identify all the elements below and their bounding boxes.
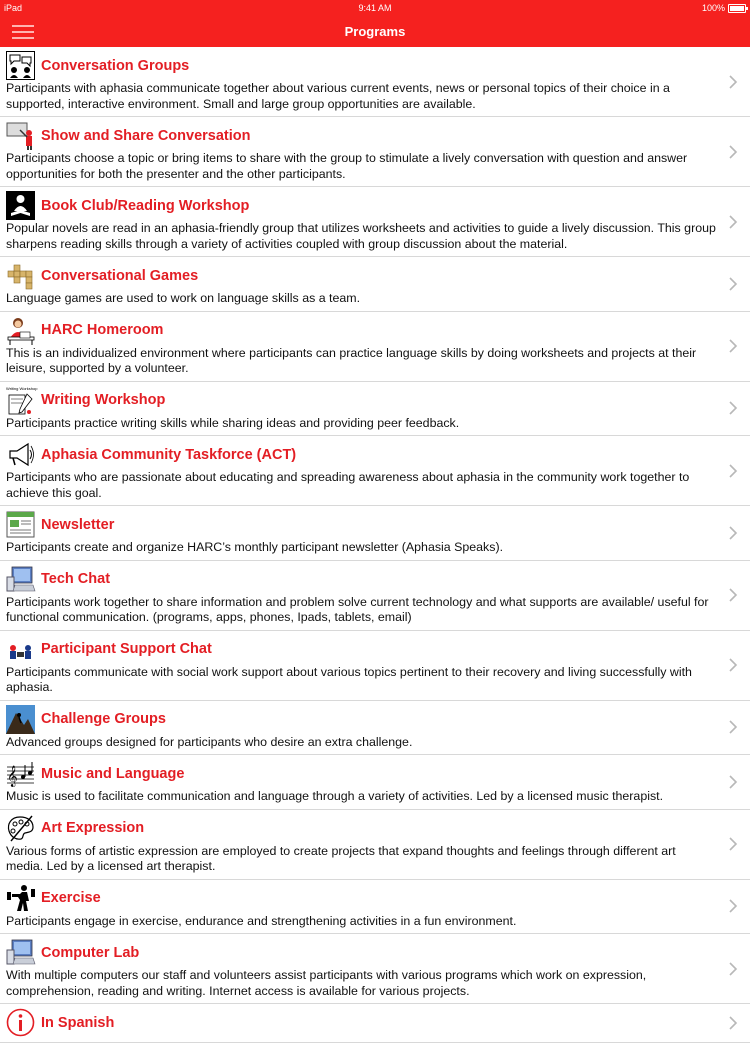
newsletter-icon <box>6 510 35 539</box>
program-description: With multiple computers our staff and volunteers assist participants with various programs which work on expression, comprehension, reading and writing. Internet access is available for various projects. <box>6 968 647 998</box>
battery-indicator <box>702 0 746 16</box>
chevron-right-icon <box>728 338 738 354</box>
program-header <box>6 261 716 290</box>
program-description: Participants who are passionate about educating and spreading awareness about aphasia in the community work together to achieve this goal. <box>6 470 690 500</box>
chevron-right-icon <box>728 898 738 914</box>
chevron-right-icon <box>728 836 738 852</box>
program-title: Music and Language <box>41 765 185 782</box>
program-header <box>6 121 716 150</box>
program-row-exercise[interactable] <box>0 880 750 935</box>
program-description: Participants with aphasia communicate together about various current events, news or personal topics of their choice in a supported, interactive environment. Small and large group opportunities are available. <box>6 81 670 111</box>
program-description: Music is used to facilitate communication and language through a variety of activities. Led by a licensed music therapist. <box>6 789 664 803</box>
program-title: Writing Workshop <box>41 392 166 408</box>
battery-percent: 100% <box>701 3 725 13</box>
program-title: Book Club/Reading Workshop <box>41 197 250 214</box>
device-label: iPad <box>4 3 23 13</box>
program-description: Participants work together to share information and problem solve current technology and what supports are available/ useful for functional communication. (programs, apps, phones, Ipads, tablets, email) <box>6 594 709 624</box>
program-description: Various forms of artistic expression are employed to create projects that expand thoughts and feelings through different art media. Led by a licensed art therapist. <box>6 843 676 873</box>
mountain-climb-icon <box>6 705 35 734</box>
program-list[interactable] <box>0 47 750 1031</box>
chevron-right-icon <box>728 774 738 790</box>
program-row-show-and-share-conversation[interactable] <box>0 117 750 187</box>
computer-icon <box>6 565 35 594</box>
program-header <box>6 191 716 220</box>
program-header <box>6 1008 716 1037</box>
program-description: Advanced groups designed for participants who desire an extra challenge. <box>6 734 413 749</box>
program-description: This is an individualized environment where participants can practice language skills by doing worksheets and projects at their leisure, supported by a volunteer. <box>6 345 697 375</box>
conversation-icon <box>6 51 35 80</box>
chevron-right-icon <box>728 463 738 479</box>
reading-icon <box>6 191 35 220</box>
info-icon <box>6 1008 35 1037</box>
program-title: Computer Lab <box>41 944 140 961</box>
program-description: Participants practice writing skills while sharing ideas and providing peer feedback. <box>6 415 460 430</box>
program-header <box>6 884 716 913</box>
program-row-conversational-games[interactable] <box>0 257 750 312</box>
chevron-right-icon <box>728 144 738 160</box>
page-title: Programs <box>344 24 406 39</box>
program-title: Tech Chat <box>41 571 111 587</box>
status-bar <box>0 0 750 16</box>
program-description: Participants engage in exercise, endurance and strengthening activities in a fun environment. <box>6 913 517 928</box>
program-row-tech-chat[interactable] <box>0 561 750 631</box>
exercise-icon <box>6 884 35 913</box>
program-header <box>6 814 716 843</box>
nav-bar <box>0 16 750 47</box>
chevron-right-icon <box>728 276 738 292</box>
student-desk-icon <box>6 316 35 345</box>
program-title: Challenge Groups <box>41 711 166 727</box>
program-header <box>6 705 716 734</box>
program-row-challenge-groups[interactable] <box>0 701 750 756</box>
chevron-right-icon <box>728 1015 738 1031</box>
program-description: Language games are used to work on language skills as a team. <box>6 291 361 305</box>
program-title: Aphasia Community Taskforce (ACT) <box>41 446 297 463</box>
program-row-in-spanish[interactable] <box>0 1004 750 1043</box>
program-title: HARC Homeroom <box>41 322 164 338</box>
program-header <box>6 759 716 788</box>
program-row-computer-lab[interactable] <box>0 934 750 1004</box>
art-palette-icon <box>6 814 35 843</box>
program-title: Conversation Groups <box>41 57 190 74</box>
chevron-right-icon <box>728 719 738 735</box>
svg-text:𝄞: 𝄞 <box>7 766 18 787</box>
program-description: Popular novels are read in an aphasia-friendly group that utilizes worksheets and activities to guide a lively discussion. This group sharpens reading skills through a variety of activities coupled with group discussion about the material. <box>6 221 716 251</box>
program-row-harc-homeroom[interactable] <box>0 312 750 382</box>
word-game-icon <box>6 261 35 290</box>
status-time: 9:41 AM <box>358 3 392 13</box>
music-icon <box>6 759 35 788</box>
chevron-right-icon <box>728 587 738 603</box>
program-title: Participant Support Chat <box>41 641 212 657</box>
program-header <box>6 386 716 415</box>
presentation-icon <box>6 121 35 150</box>
program-row-participant-support-chat[interactable] <box>0 631 750 701</box>
chevron-right-icon <box>728 400 738 416</box>
program-title: Exercise <box>41 890 101 906</box>
writing-icon <box>6 385 38 415</box>
program-row-newsletter[interactable] <box>0 506 750 561</box>
program-row-art-expression[interactable] <box>0 810 750 880</box>
program-row-music-and-language[interactable] <box>0 755 750 810</box>
program-header <box>6 510 716 539</box>
chevron-right-icon <box>728 74 738 90</box>
program-title: In Spanish <box>41 1014 115 1031</box>
megaphone-icon <box>6 440 35 469</box>
program-header <box>6 316 716 345</box>
program-row-writing-workshop[interactable] <box>0 382 750 437</box>
program-header <box>6 565 716 594</box>
computer-icon <box>6 938 35 967</box>
program-title: Show and Share Conversation <box>41 127 251 144</box>
program-description: Participants create and organize HARC’s monthly participant newsletter (Aphasia Speaks). <box>6 540 504 554</box>
writing-icon-label: Writing Workshop <box>6 385 38 391</box>
program-header <box>6 635 716 664</box>
program-description: Participants communicate with social work support about various topics pertinent to their recovery and living successfully with aphasia. <box>6 664 692 694</box>
battery-icon <box>728 4 746 13</box>
chevron-right-icon <box>728 214 738 230</box>
program-header <box>6 440 716 469</box>
program-title: Art Expression <box>41 820 145 836</box>
chevron-right-icon <box>728 657 738 673</box>
program-description: Participants choose a topic or bring items to share with the group to stimulate a lively conversation with question and answer opportunities for both the presenter and the other participants. <box>6 151 688 181</box>
program-row-book-club-reading-workshop[interactable] <box>0 187 750 257</box>
chevron-right-icon <box>728 961 738 977</box>
program-header <box>6 938 716 967</box>
support-chat-icon <box>6 635 35 664</box>
program-title: Conversational Games <box>41 267 199 284</box>
program-row-aphasia-community-taskforce-act[interactable] <box>0 436 750 506</box>
chevron-right-icon <box>728 525 738 541</box>
program-row-conversation-groups[interactable] <box>0 47 750 117</box>
program-header <box>6 51 716 80</box>
program-title: Newsletter <box>41 516 115 533</box>
